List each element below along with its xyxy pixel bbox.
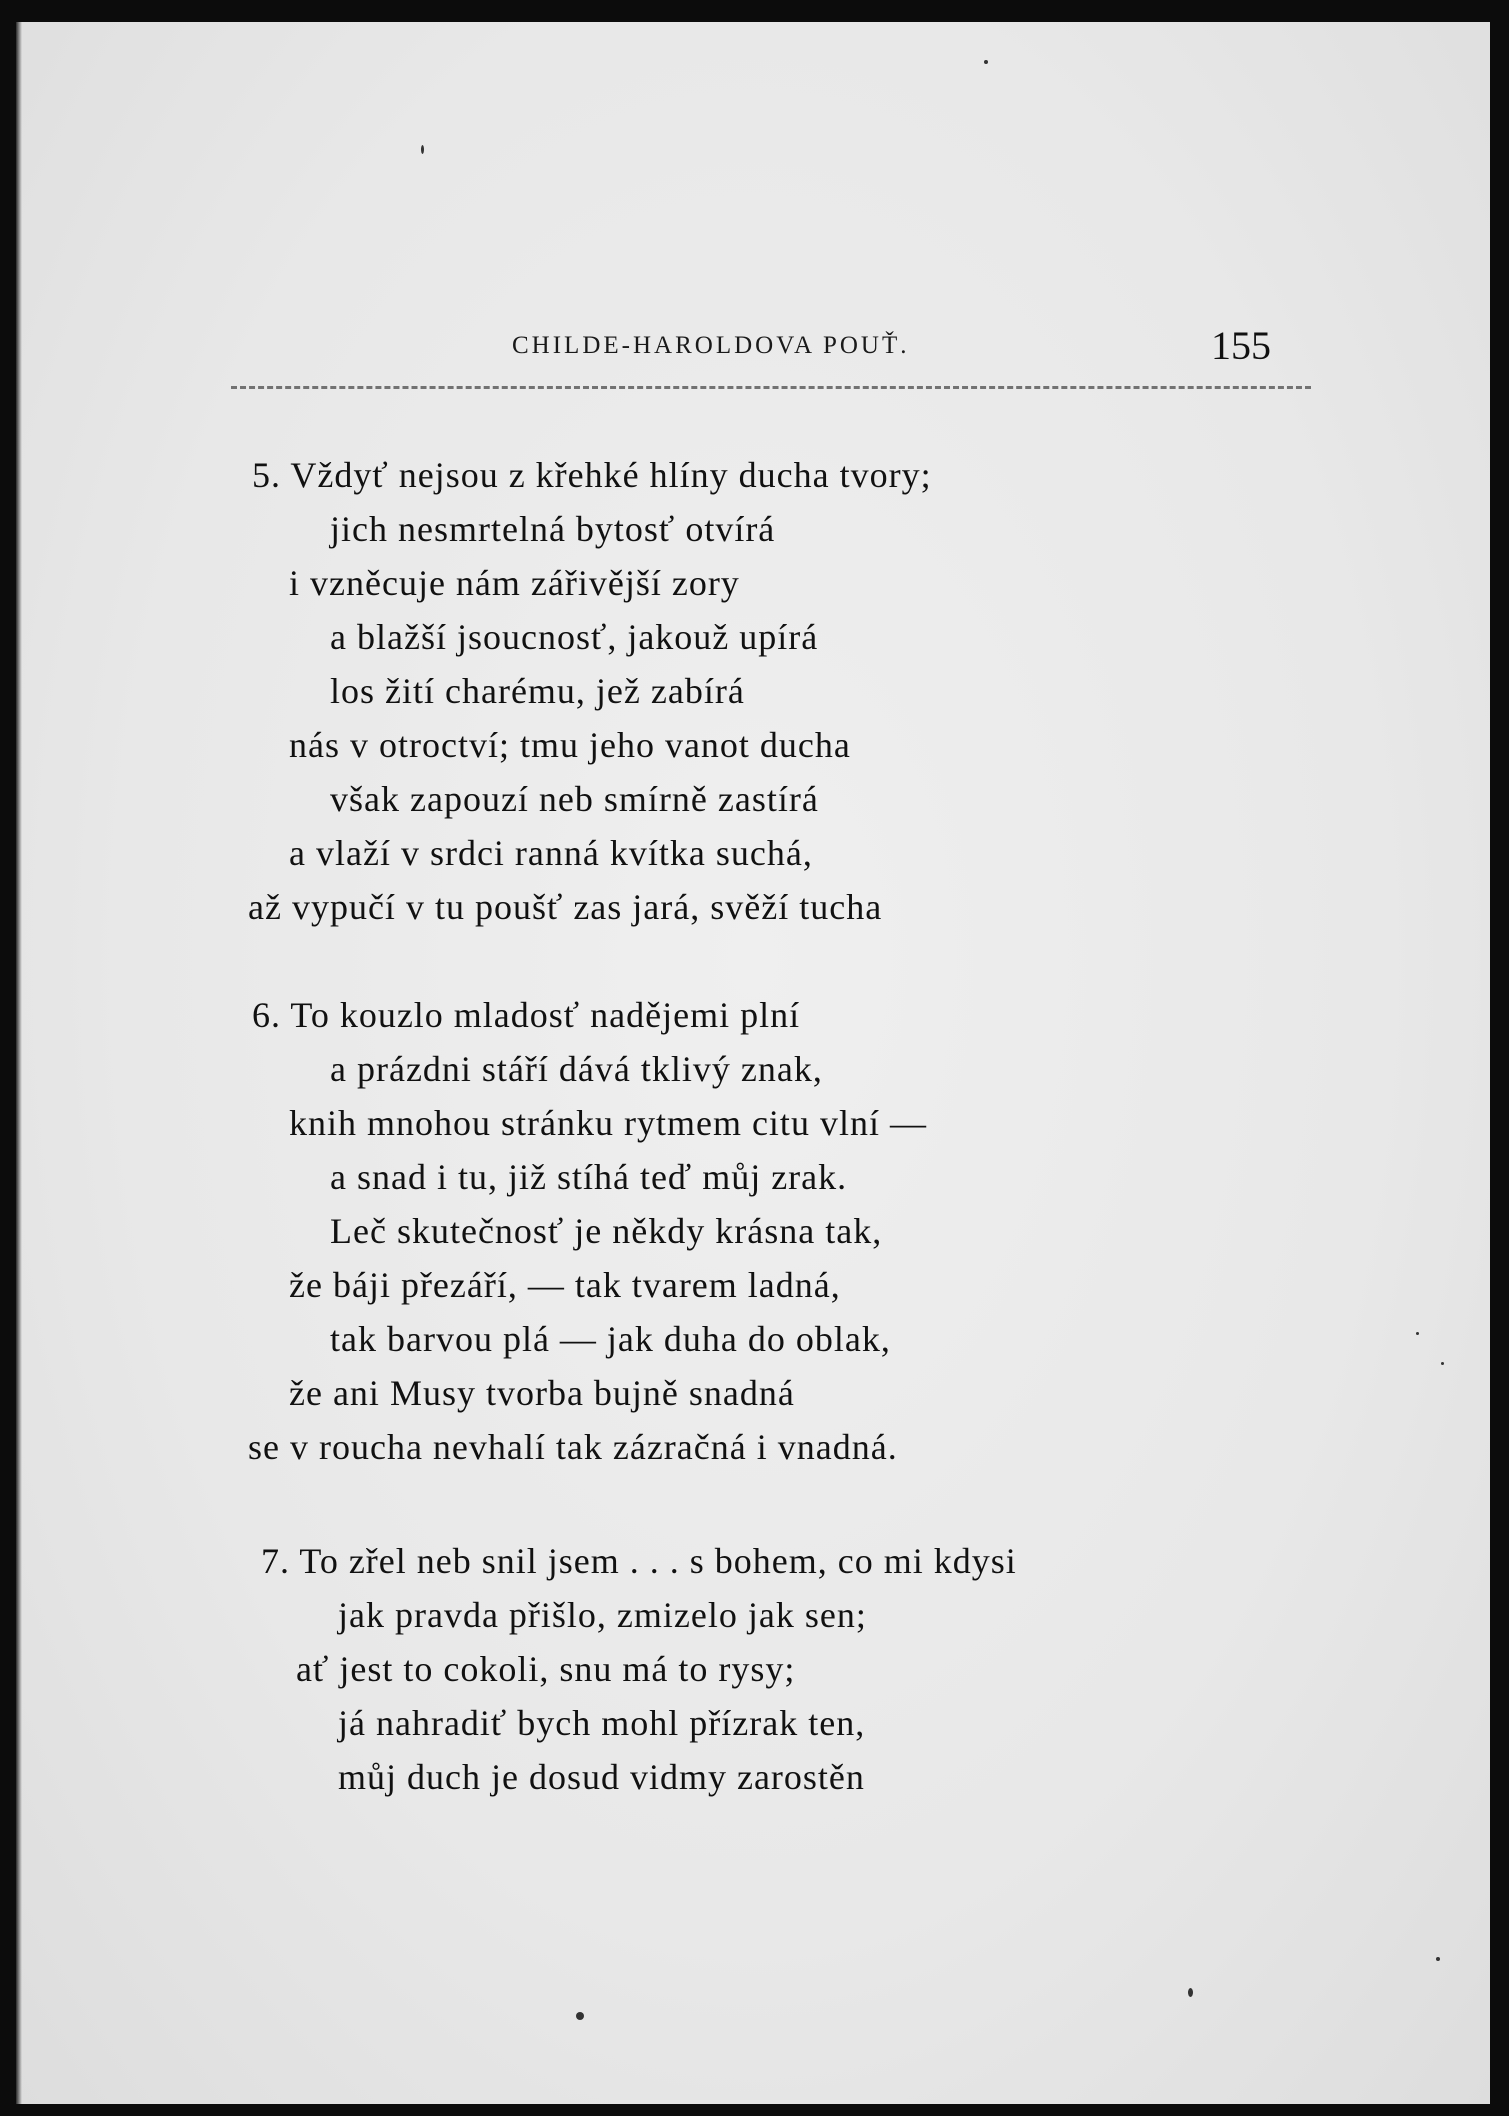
scan-speck — [984, 60, 988, 64]
verse-line: že ani Musy tvorba bujně snadná — [289, 1373, 795, 1413]
running-title: CHILDE-HAROLDOVA POUŤ. — [512, 332, 910, 359]
page-binding-shadow — [16, 22, 22, 2104]
verse-line: však zapouzí neb smírně zastírá — [330, 779, 819, 819]
verse-line: 5. Vždyť nejsou z křehké hlíny ducha tvory; — [252, 455, 932, 495]
verse-line: 7. To zřel neb snil jsem . . . s bohem, co mi kdysi — [261, 1541, 1017, 1581]
verse-line: Leč skutečnosť je někdy krásna tak, — [330, 1211, 883, 1251]
verse-line: až vypučí v tu poušť zas jará, svěží tucha — [248, 887, 883, 927]
book-page — [16, 22, 1490, 2104]
verse-line: i vzněcuje nám zářivější zory — [289, 563, 740, 603]
verse-line: a prázdni stáří dává tklivý znak, — [330, 1049, 823, 1089]
verse-line: knih mnohou stránku rytmem citu vlní — — [289, 1103, 927, 1143]
verse-line: los žití charému, jež zabírá — [330, 671, 745, 711]
verse-line: a vlaží v srdci ranná kvítka suchá, — [289, 833, 813, 873]
scan-speck — [576, 2012, 584, 2020]
verse-line: tak barvou plá — jak duha do oblak, — [330, 1319, 891, 1359]
scan-speck — [1416, 1332, 1419, 1335]
verse-line: že báji přezáří, — tak tvarem ladná, — [289, 1265, 841, 1305]
verse-line: jak pravda přišlo, zmizelo jak sen; — [338, 1595, 867, 1635]
verse-line: já nahradiť bych mohl přízrak ten, — [338, 1703, 866, 1743]
verse-line: 6. To kouzlo mladosť nadějemi plní — [252, 995, 801, 1035]
verse-line: jich nesmrtelná bytosť otvírá — [330, 509, 776, 549]
scan-speck — [421, 145, 424, 154]
scan-speck — [1441, 1362, 1444, 1365]
page-number: 155 — [1211, 323, 1271, 368]
verse-line: můj duch je dosud vidmy zarostěn — [338, 1757, 865, 1797]
verse-line: ať jest to cokoli, snu má to rysy; — [296, 1649, 796, 1689]
verse-line: nás v otroctví; tmu jeho vanot ducha — [289, 725, 851, 765]
header-rule — [231, 386, 1311, 389]
verse-line: se v roucha nevhalí tak zázračná i vnadná. — [248, 1427, 898, 1467]
verse-line: a snad i tu, již stíhá teď můj zrak. — [330, 1157, 848, 1197]
page-header — [226, 322, 1281, 372]
scan-speck — [1188, 1988, 1193, 1997]
scan-speck — [1436, 1957, 1440, 1961]
verse-line: a blažší jsoucnosť, jakouž upírá — [330, 617, 819, 657]
